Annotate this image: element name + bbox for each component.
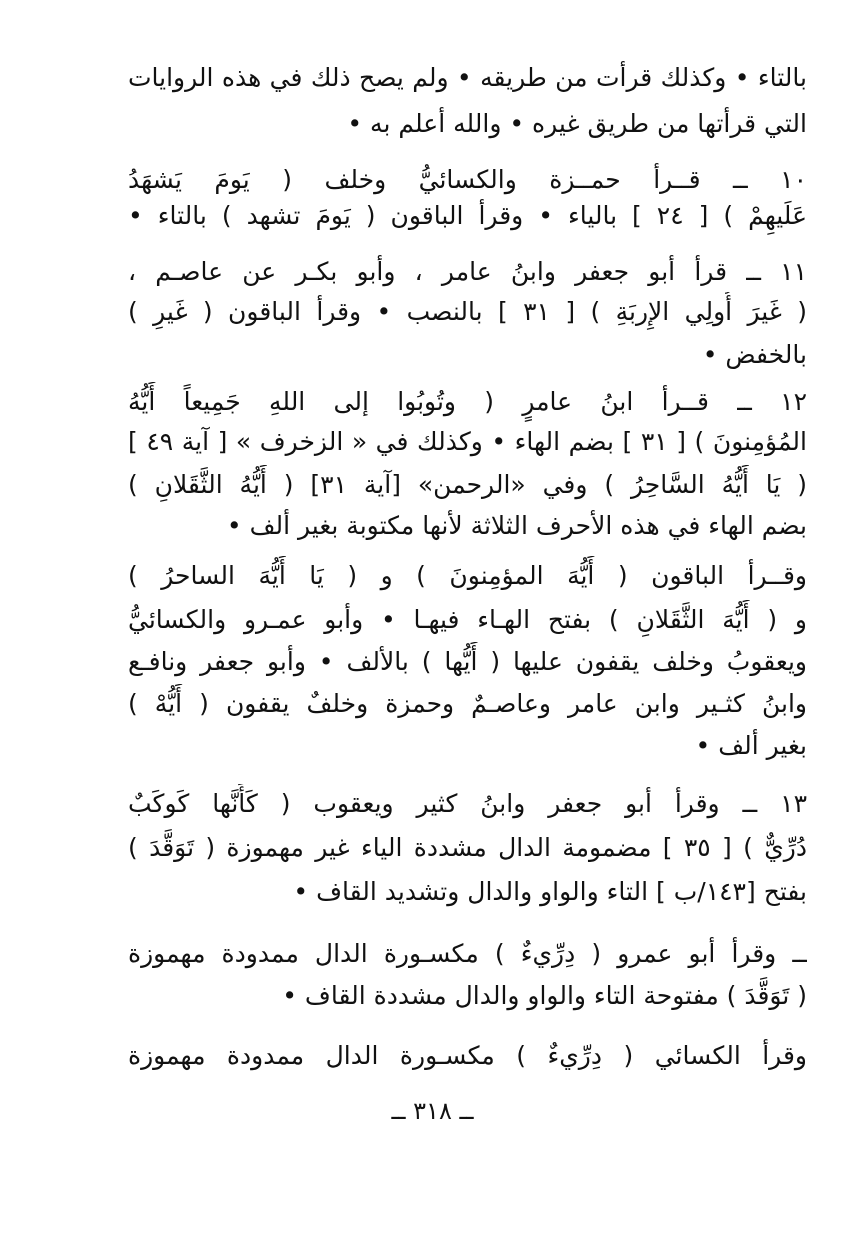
text-line: ــ وقرأ أبو عمرو ( دِرِّيءٌ ) مكسـورة الدال ممدودة مهموزة xyxy=(128,939,807,968)
text-line: ( يَا أَيُّهُ السَّاحِرُ ) وفي «الرحمن» [آية ٣١] ( أَيُّهُ الثَّقَلانِ ) xyxy=(128,470,807,499)
text-line: ١١ ــ قرأ أبو جعفر وابنُ عامر ، وأبو بكـر عن عاصـم ، xyxy=(128,257,807,286)
text-line: ( تَوَقَّدَ ) مفتوحة التاء والواو والدال مشددة القاف • xyxy=(282,981,807,1010)
text-line: بالتاء • وكذلك قرأت من طريقه • ولم يصح ذلك في هذه الروايات xyxy=(128,63,807,92)
text-line: ١٣ ــ وقرأ أبو جعفر وابنُ كثير ويعقوب ( كَأَنَّها كَوكَبٌ xyxy=(128,789,807,818)
text-line: ويعقوبُ وخلف يقفون عليها ( أَيُّها ) بالألف • وأبو جعفر ونافـع xyxy=(128,647,807,676)
text-line: بالخفض • xyxy=(702,340,807,369)
text-line: وابنُ كثـير وابن عامر وعاصـمٌ وحمزة وخلفٌ يقفون ( أَيُّهْ ) xyxy=(128,689,807,718)
text-line: وقرأ الكسائي ( دِرِّيءٌ ) مكسـورة الدال ممدودة مهموزة xyxy=(128,1041,807,1070)
text-line: دُرِّيٌّ ) [ ٣٥ ] مضمومة الدال مشددة الياء غير مهموزة ( تَوَقَّدَ ) xyxy=(128,833,807,862)
text-line: بغير ألف • xyxy=(695,731,807,760)
text-line: التي قرأتها من طريق غيره • والله أعلم به • xyxy=(347,109,807,138)
text-line: ١٠ ــ قــرأ حمــزة والكسائيُّ وخلف ( يَومَ يَشهَدُ xyxy=(128,165,807,194)
text-line: و ( أَيُّهَ الثَّقَلانِ ) بفتح الهـاء فيهـا • وأبو عمـرو والكسائيُّ xyxy=(128,605,807,634)
text-line: بضم الهاء في هذه الأحرف الثلاثة لأنها مكتوبة بغير ألف • xyxy=(226,511,807,540)
text-line: ١٢ ــ قــرأ ابنُ عامرٍ ( وتُوبُوا إلى اللهِ جَمِيعاً أَيُّهُ xyxy=(128,387,807,416)
text-line: وقــرأ الباقون ( أَيُّهَ المؤمِنونَ ) و ( يَا أَيُّهَ الساحرُ ) xyxy=(128,561,807,590)
text-line: المُؤمِنونَ ) [ ٣١ ] بضم الهاء • وكذلك في « الزخرف » [ آية ٤٩ ] xyxy=(128,427,807,456)
text-line: بفتح [١٤٣/ب ] التاء والواو والدال وتشديد القاف • xyxy=(293,877,807,906)
text-line: ( غَيرَ أُولِي الإِربَةِ ) [ ٣١ ] بالنصب • وقرأ الباقون ( غَيرِ ) xyxy=(128,297,807,326)
page-number: ــ ٣١٨ ــ xyxy=(391,1097,474,1125)
text-line: عَلَيهِمْ ) [ ٢٤ ] بالياء • وقرأ الباقون ( يَومَ تشهد ) بالتاء • xyxy=(128,201,807,230)
